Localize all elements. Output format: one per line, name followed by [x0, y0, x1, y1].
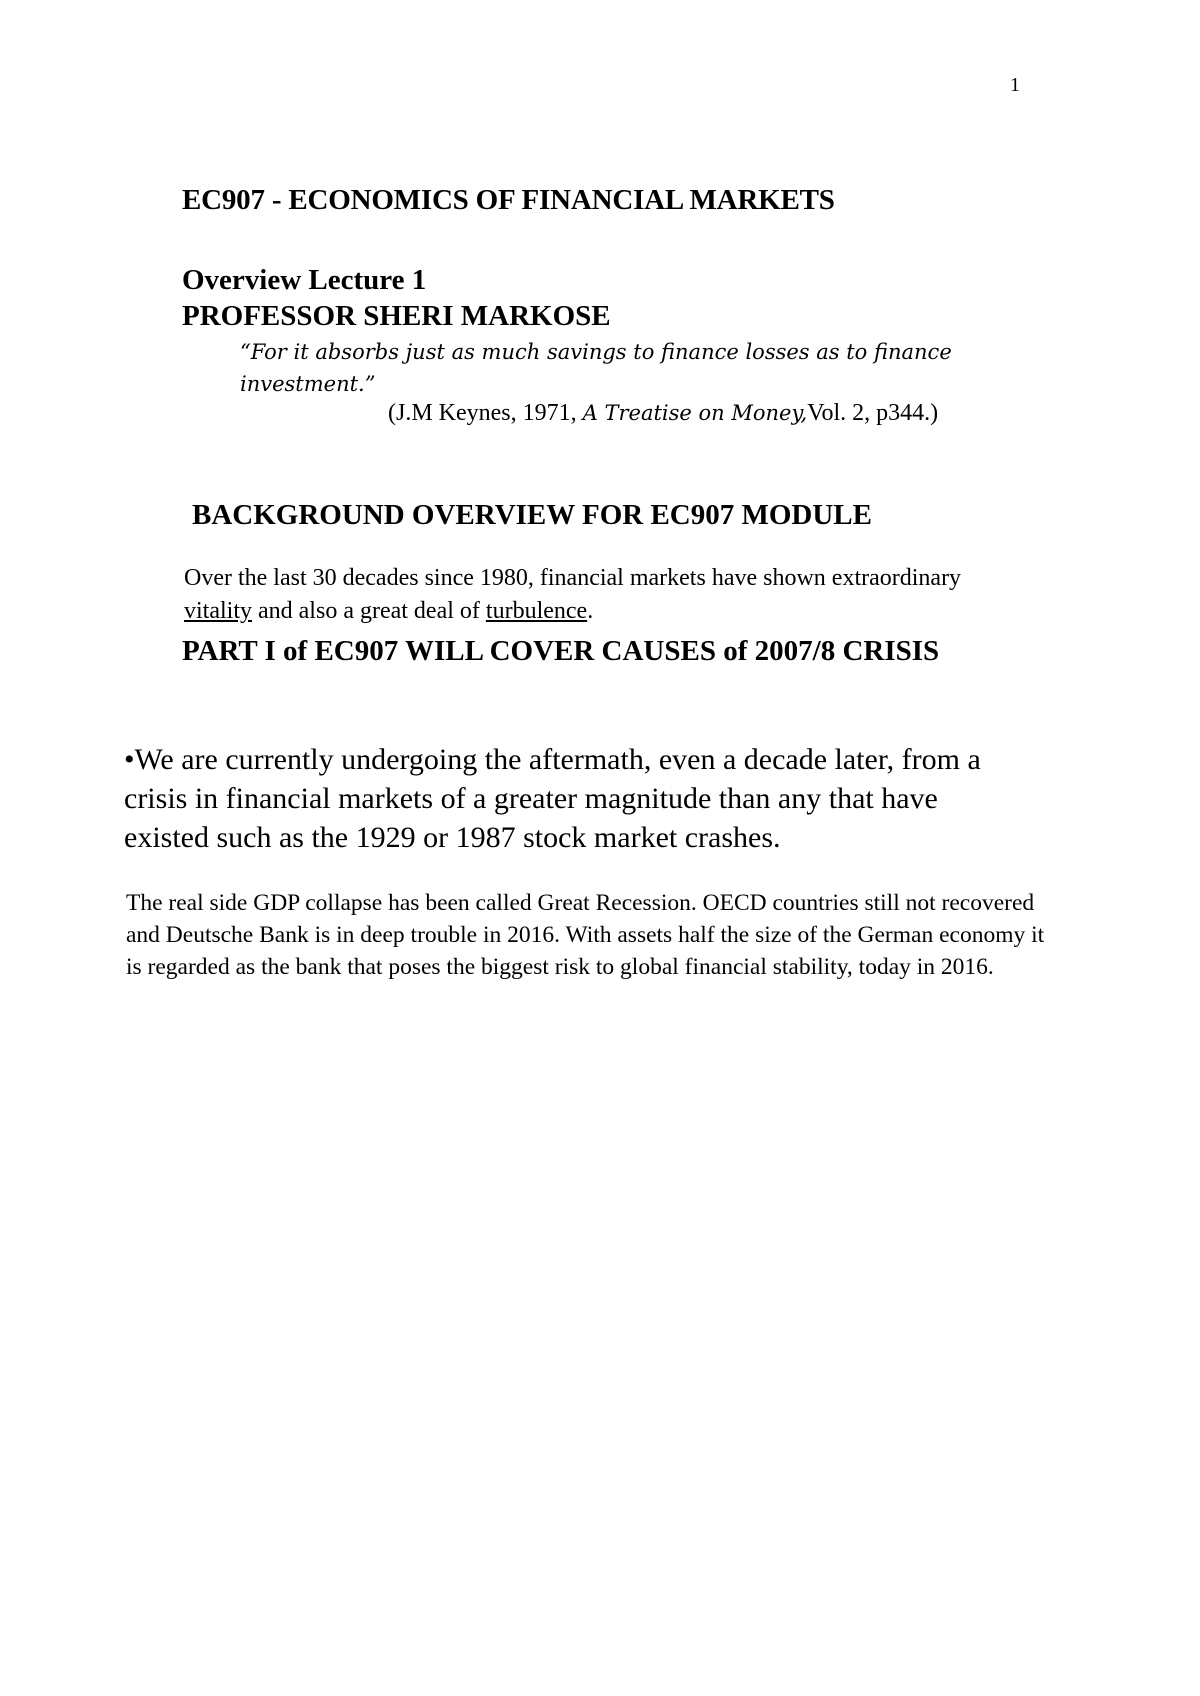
- citation-prefix: (J.M Keynes, 1971,: [388, 400, 583, 426]
- citation-suffix: Vol. 2, p344.): [807, 400, 939, 426]
- intro-text-1: Over the last 30 decades since 1980, financial markets have shown extraordinary: [184, 565, 962, 591]
- part-one-heading: PART I of EC907 WILL COVER CAUSES of 2007/8 CRISIS: [182, 635, 940, 667]
- intro-vitality: vitality: [184, 598, 252, 624]
- keynes-quote: “For it absorbs just as much savings to finance losses as to finance investment.”: [240, 340, 952, 396]
- intro-text-2: and also a great deal of: [252, 598, 486, 624]
- page-number: 1: [1010, 74, 1020, 96]
- citation-book-title: A Treatise on Money,: [582, 401, 808, 425]
- intro-paragraph: [184, 562, 1024, 628]
- closing-paragraph: The real side GDP collapse has been called Great Recession. OECD countries still not recovered and Deutsche Bank is in deep trouble in 2016. With assets half the size of the German economy it is regarded as the bank that poses the biggest risk to global financial stability, today in 2016.: [126, 890, 1045, 980]
- bullet-text: We are currently undergoing the aftermath, even a decade later, from a crisis in financial markets of a greater magnitude than any that have existed such as the 1929 or 1987 stock market crashes.: [124, 743, 981, 854]
- lecture-info: [182, 262, 611, 334]
- bullet-paragraph: [124, 740, 1024, 857]
- lecture-label: Overview Lecture 1: [182, 264, 427, 296]
- professor-name: PROFESSOR SHERI MARKOSE: [182, 300, 611, 332]
- intro-text-3: .: [587, 598, 594, 624]
- bullet-icon: •: [124, 743, 135, 776]
- document-title: EC907 - ECONOMICS OF FINANCIAL MARKETS: [182, 184, 835, 216]
- background-heading: BACKGROUND OVERVIEW FOR EC907 MODULE: [192, 499, 872, 531]
- intro-turbulence: turbulence: [485, 598, 588, 624]
- quote-citation: [388, 400, 938, 427]
